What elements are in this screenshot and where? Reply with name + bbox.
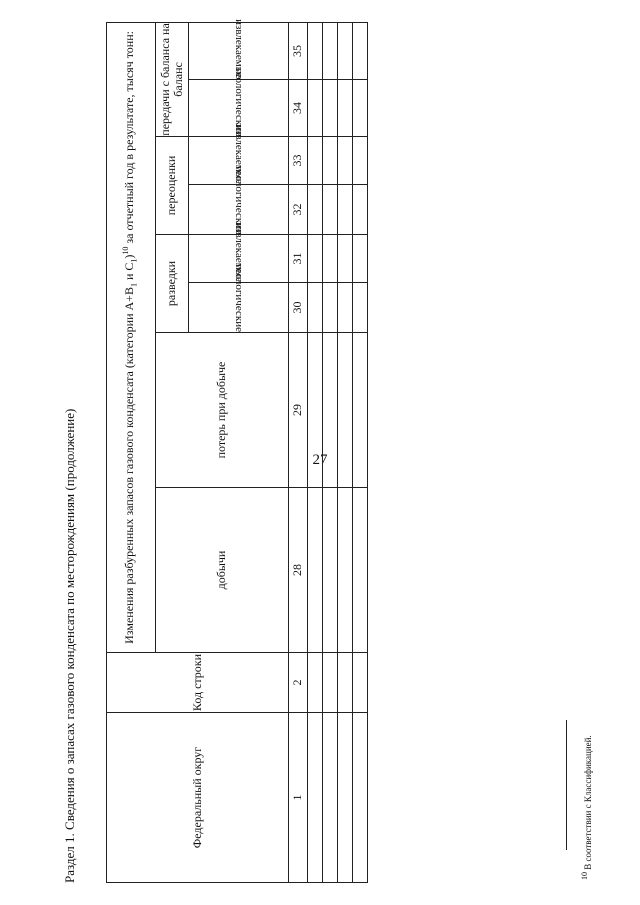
- table-cell: [338, 137, 353, 185]
- section-title: Раздел 1. Сведения о запасах газового конденсата по месторождениям (продолжение): [62, 408, 77, 883]
- table-cell: [308, 137, 323, 185]
- table-cell: [308, 283, 323, 333]
- table-cell: [323, 488, 338, 653]
- table-cell: [323, 137, 338, 185]
- footnote-text: В соответствии с Классификацией.: [583, 735, 593, 872]
- table-cell: [323, 283, 338, 333]
- table-cell: [353, 488, 368, 653]
- table-cell: [308, 713, 323, 883]
- header-row-code: Код строки: [107, 653, 289, 713]
- footnote-divider: [566, 720, 567, 850]
- header-production-loss: потерь при добыче: [156, 333, 289, 488]
- page-number: 27: [312, 452, 328, 468]
- table-row: [308, 22, 323, 882]
- column-number-row: [289, 22, 308, 882]
- column-number: 2: [289, 653, 308, 713]
- table-cell: [323, 22, 338, 79]
- column-number: 30: [289, 283, 308, 333]
- table-cell: [338, 653, 353, 713]
- table-cell: [323, 333, 338, 488]
- table-row: [338, 22, 353, 882]
- table-cell: [308, 333, 323, 488]
- table-cell: [353, 235, 368, 283]
- header-transfer-geological: геологические: [189, 80, 289, 137]
- table-cell: [353, 713, 368, 883]
- header-federal-district: Федеральный округ: [107, 713, 289, 883]
- table-cell: [338, 235, 353, 283]
- column-number: 28: [289, 488, 308, 653]
- column-number: 29: [289, 333, 308, 488]
- table-cell: [323, 713, 338, 883]
- column-number: 1: [289, 713, 308, 883]
- table-cell: [353, 185, 368, 235]
- footnote: [580, 735, 593, 880]
- table-cell: [323, 235, 338, 283]
- table-cell: [353, 80, 368, 137]
- table-cell: [338, 713, 353, 883]
- table-cell: [338, 283, 353, 333]
- column-number: 31: [289, 235, 308, 283]
- table-cell: [338, 80, 353, 137]
- column-number: 33: [289, 137, 308, 185]
- header-transfer-recoverable: извлекаемые: [189, 22, 289, 79]
- header-changes-group: Изменения разбуренных запасов газового конденсата (категории $А+В_1$ и $С_1)^{10}$ за отчетный год в результате, тысяч тонн:: [107, 22, 156, 652]
- table-cell: [338, 333, 353, 488]
- header-reassessment-geological: геологические: [189, 185, 289, 235]
- header-reassessment: переоценки: [156, 137, 189, 235]
- condensate-reserves-table: [106, 19, 368, 883]
- table-cell: [308, 185, 323, 235]
- header-exploration: разведки: [156, 235, 189, 333]
- table-cell: [338, 185, 353, 235]
- header-exploration-geological: геологические: [189, 283, 289, 333]
- column-number: 32: [289, 185, 308, 235]
- table-cell: [338, 488, 353, 653]
- table-cell: [353, 333, 368, 488]
- header-production: добычи: [156, 488, 289, 653]
- table-cell: [308, 22, 323, 79]
- table-cell: [353, 137, 368, 185]
- table-cell: [323, 80, 338, 137]
- table-cell: [338, 22, 353, 79]
- rotated-table-area: [62, 20, 362, 888]
- table-cell: [353, 653, 368, 713]
- table-cell: [323, 185, 338, 235]
- header-balance-transfer: передачи с баланса на баланс: [156, 22, 189, 136]
- table-cell: [308, 80, 323, 137]
- column-number: 34: [289, 80, 308, 137]
- table-cell: [308, 653, 323, 713]
- table-cell: [353, 283, 368, 333]
- table-cell: [308, 235, 323, 283]
- table-cell: [353, 22, 368, 79]
- table-cell: [323, 653, 338, 713]
- table-row: [323, 22, 338, 882]
- footnote-number: 10: [580, 872, 589, 880]
- table-row: [353, 22, 368, 882]
- header-reassessment-recoverable: извлекаемые: [189, 137, 289, 185]
- table-cell: [308, 488, 323, 653]
- header-exploration-recoverable: извлекаемые: [189, 235, 289, 283]
- column-number: 35: [289, 22, 308, 79]
